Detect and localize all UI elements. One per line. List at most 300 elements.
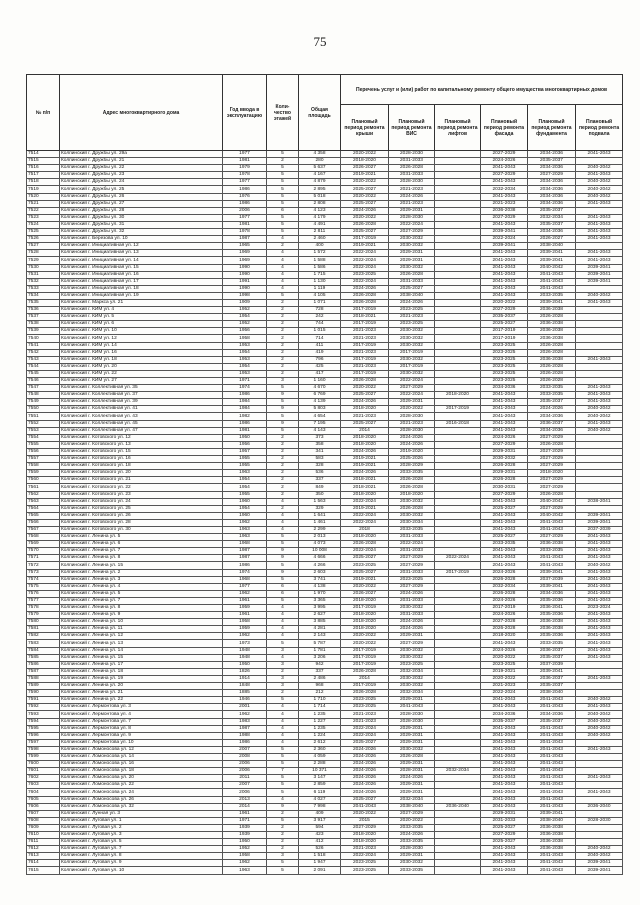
- table-row: [27, 640, 623, 647]
- year-built: 1961: [223, 612, 267, 619]
- foundation-period: 2036-2038: [528, 839, 576, 846]
- year-built: 1976: [223, 193, 267, 200]
- basement-period: 2040-2042: [576, 427, 623, 434]
- basement-period: [576, 463, 623, 470]
- basement-period: 2041-2043: [576, 597, 623, 604]
- roof-period: 2019-2021: [341, 576, 389, 583]
- elevator-period: [435, 229, 481, 236]
- roof-period: 2022-2024: [341, 725, 389, 732]
- year-built: 1946: [223, 697, 267, 704]
- engineering-period: 2028-2030: [389, 413, 435, 420]
- address: Колпинский г. Лермонтова ул. 4: [60, 711, 223, 718]
- year-built: 1826: [223, 668, 267, 675]
- row-number: 7567: [27, 526, 60, 533]
- basement-period: 2028-2030: [576, 817, 623, 824]
- facade-period: 2032-2034: [481, 583, 528, 590]
- elevator-period: [435, 207, 481, 214]
- row-number: 7516: [27, 165, 60, 172]
- year-built: 1950: [223, 839, 267, 846]
- basement-period: [576, 839, 623, 846]
- address: Колпинский г. Дружбы ул. 23: [60, 172, 223, 179]
- roof-period: 2021-2023: [341, 413, 389, 420]
- table-row: [27, 583, 623, 590]
- total-area: 728: [299, 307, 341, 314]
- engineering-period: 2029-2031: [389, 739, 435, 746]
- foundation-period: 2027-2029: [528, 463, 576, 470]
- elevator-period: [435, 683, 481, 690]
- table-row: [27, 221, 623, 228]
- engineering-period: 2024-2026: [389, 299, 435, 306]
- facade-period: 2033-2035: [481, 541, 528, 548]
- year-built: 1885: [223, 690, 267, 697]
- engineering-period: 2030-2032: [389, 860, 435, 867]
- address: Колпинский г. Луговая ул. 3: [60, 832, 223, 839]
- year-built: 1909: [223, 299, 267, 306]
- facade-period: 2027-2029: [481, 172, 528, 179]
- year-built: 1987: [223, 725, 267, 732]
- total-area: 423: [299, 832, 341, 839]
- year-built: 1979: [223, 165, 267, 172]
- floors: 7: [267, 768, 299, 775]
- facade-period: 2041-2043: [481, 221, 528, 228]
- engineering-period: 2026-2028: [389, 271, 435, 278]
- foundation-period: 2041-2043: [528, 860, 576, 867]
- roof-period: 2020-2022: [341, 214, 389, 221]
- floors: 2: [267, 477, 299, 484]
- foundation-period: 2036-2038: [528, 832, 576, 839]
- engineering-period: 2026-2028: [389, 753, 435, 760]
- year-built: 1978: [223, 172, 267, 179]
- basement-period: 2040-2042: [576, 853, 623, 860]
- basement-period: [576, 690, 623, 697]
- roof-period: 2017-2019: [341, 654, 389, 661]
- address: Колпинский г. Ленина ул. 14: [60, 647, 223, 654]
- roof-period: 2018-2020: [341, 839, 389, 846]
- total-area: 3 147: [299, 775, 341, 782]
- table-row: [27, 704, 623, 711]
- floors: 2: [267, 463, 299, 470]
- address: Колпинский г. Инициативная ул. 17: [60, 278, 223, 285]
- year-built: 1958: [223, 335, 267, 342]
- facade-period: 2032-2034: [481, 186, 528, 193]
- engineering-period: 2023-2025: [389, 321, 435, 328]
- basement-period: [576, 768, 623, 775]
- facade-period: 2039-2041: [481, 243, 528, 250]
- basement-period: [576, 739, 623, 746]
- address: Колпинский г. Ленина ул. 22: [60, 697, 223, 704]
- total-area: 419: [299, 349, 341, 356]
- address: Колпинский г. Ломоносова ул. 24: [60, 789, 223, 796]
- roof-period: 2019-2021: [341, 243, 389, 250]
- roof-period: 2026-2028: [341, 378, 389, 385]
- address: Колпинский г. КИМ ул. 4: [60, 307, 223, 314]
- engineering-period: 2024-2026: [389, 832, 435, 839]
- basement-period: 2041-2043: [576, 420, 623, 427]
- floors: 6: [267, 207, 299, 214]
- total-area: 1 235: [299, 711, 341, 718]
- engineering-period: 2028-2030: [389, 151, 435, 158]
- address: Колпинский г. Луговая ул. 8: [60, 853, 223, 860]
- table-row: [27, 867, 623, 874]
- elevator-period: [435, 697, 481, 704]
- year-built: 1986: [223, 562, 267, 569]
- elevator-period: [435, 363, 481, 370]
- elevator-period: [435, 314, 481, 321]
- engineering-period: 2031-2033: [389, 612, 435, 619]
- foundation-period: 2039-2041: [528, 569, 576, 576]
- engineering-period: 2030-2032: [389, 342, 435, 349]
- floors: 2: [267, 321, 299, 328]
- basement-period: 2041-2043: [576, 590, 623, 597]
- facade-period: 2041-2043: [481, 775, 528, 782]
- elevator-period: [435, 200, 481, 207]
- floors: 9: [267, 392, 299, 399]
- floors: 2: [267, 839, 299, 846]
- year-built: 1963: [223, 526, 267, 533]
- floors: 2: [267, 846, 299, 853]
- basement-period: [576, 307, 623, 314]
- foundation-period: 2027-2029: [528, 434, 576, 441]
- row-number: 7568: [27, 534, 60, 541]
- total-area: 2 811: [299, 229, 341, 236]
- address: Колпинский г. Инициативная ул. 13: [60, 250, 223, 257]
- year-built: 1962: [223, 711, 267, 718]
- elevator-period: [435, 633, 481, 640]
- row-number: 7599: [27, 753, 60, 760]
- engineering-period: 2024-2026: [389, 193, 435, 200]
- engineering-period: 2021-2023: [389, 420, 435, 427]
- floors: 4: [267, 725, 299, 732]
- total-area: 329: [299, 505, 341, 512]
- basement-period: 2041-2043: [576, 151, 623, 158]
- basement-period: [576, 378, 623, 385]
- floors: 5: [267, 193, 299, 200]
- elevator-period: [435, 179, 481, 186]
- total-area: 536: [299, 470, 341, 477]
- floors: 2: [267, 441, 299, 448]
- year-built: 1952: [223, 846, 267, 853]
- facade-period: 2027-2028: [481, 619, 528, 626]
- total-area: 341: [299, 448, 341, 455]
- table-row: [27, 363, 623, 370]
- total-area: 1 160: [299, 378, 341, 385]
- table-row: [27, 541, 623, 548]
- floors: 5: [267, 186, 299, 193]
- foundation-period: 2026-2028: [528, 441, 576, 448]
- engineering-period: 2032-2034: [389, 668, 435, 675]
- facade-period: 2039-2041: [481, 229, 528, 236]
- address: Колпинский г. Котовского ул. 12: [60, 434, 223, 441]
- basement-period: 2039-2041: [576, 860, 623, 867]
- total-area: 1 015: [299, 328, 341, 335]
- year-built: 2001: [223, 704, 267, 711]
- address: Колпинский г. Инициативная ул. 18: [60, 285, 223, 292]
- basement-period: 2041-2043: [576, 612, 623, 619]
- engineering-period: 2027-2029: [389, 583, 435, 590]
- address: Колпинский г. Дружбы ул. 25: [60, 186, 223, 193]
- address: Колпинский г. Ленина ул. 11: [60, 626, 223, 633]
- year-built: 1986: [223, 186, 267, 193]
- row-number: 7565: [27, 512, 60, 519]
- basement-period: [576, 335, 623, 342]
- engineering-period: 2022-2024: [389, 221, 435, 228]
- facade-period: 2041-2043: [481, 193, 528, 200]
- foundation-period: 2041-2043: [528, 796, 576, 803]
- floors: 5: [267, 782, 299, 789]
- table-row: [27, 335, 623, 342]
- basement-period: 2041-2043: [576, 299, 623, 306]
- elevator-period: [435, 299, 481, 306]
- floors: 4: [267, 264, 299, 271]
- facade-period: 2031-2033: [481, 817, 528, 824]
- basement-period: 2041-2043: [576, 541, 623, 548]
- foundation-period: 2034-2036: [528, 200, 576, 207]
- table-row: [27, 590, 623, 597]
- facade-period: 2041-2043: [481, 406, 528, 413]
- table-row: [27, 399, 623, 406]
- facade-period: 2024-2026: [481, 597, 528, 604]
- floors: 5: [267, 292, 299, 299]
- foundation-period: 2034-2036: [528, 165, 576, 172]
- table-row: [27, 697, 623, 704]
- header-area: Общая площадь: [299, 75, 341, 151]
- engineering-period: 2030-2032: [389, 683, 435, 690]
- elevator-period: [435, 846, 481, 853]
- facade-period: 2041-2043: [481, 704, 528, 711]
- elevator-period: [435, 746, 481, 753]
- total-area: 212: [299, 690, 341, 697]
- total-area: 583: [299, 456, 341, 463]
- roof-period: 2019-2021: [341, 172, 389, 179]
- table-row: [27, 732, 623, 739]
- table-row: [27, 264, 623, 271]
- basement-period: 2041-2043: [576, 221, 623, 228]
- row-number: 7587: [27, 668, 60, 675]
- facade-period: 2041-2043: [481, 420, 528, 427]
- row-number: 7555: [27, 441, 60, 448]
- floors: 4: [267, 605, 299, 612]
- row-number: 7534: [27, 292, 60, 299]
- facade-period: 2041-2043: [481, 789, 528, 796]
- total-area: 3 885: [299, 619, 341, 626]
- table-row: [27, 456, 623, 463]
- elevator-period: [435, 675, 481, 682]
- roof-period: 2026-2028: [341, 292, 389, 299]
- floors: 4: [267, 704, 299, 711]
- table-row: [27, 775, 623, 782]
- total-area: 400: [299, 243, 341, 250]
- foundation-period: 2036-2037: [528, 420, 576, 427]
- engineering-period: 2031-2033: [389, 597, 435, 604]
- facade-period: 2041-2043: [481, 250, 528, 257]
- table-row: [27, 768, 623, 775]
- row-number: 7545: [27, 370, 60, 377]
- engineering-period: 2019-2020: [389, 448, 435, 455]
- basement-period: 2039-2041: [576, 867, 623, 874]
- foundation-period: 2018-2020: [528, 470, 576, 477]
- row-number: 7608: [27, 817, 60, 824]
- floors: 4: [267, 236, 299, 243]
- address: Колпинский г. Ленина ул. 15: [60, 562, 223, 569]
- row-number: 7526: [27, 236, 60, 243]
- year-built: 1981: [223, 158, 267, 165]
- year-built: 1955: [223, 463, 267, 470]
- table-row: [27, 661, 623, 668]
- year-built: 1954: [223, 349, 267, 356]
- foundation-period: 2034-2036: [528, 711, 576, 718]
- elevator-period: [435, 512, 481, 519]
- header-basement: Плановый период ремонта подвала: [576, 105, 623, 151]
- elevator-period: [435, 292, 481, 299]
- table-row: [27, 151, 623, 158]
- facade-period: 2023-2025: [481, 370, 528, 377]
- floors: 5: [267, 541, 299, 548]
- address: Колпинский г. Маркса ул. 21: [60, 299, 223, 306]
- foundation-period: 2035-2037: [528, 207, 576, 214]
- facade-period: 2035-2037: [481, 314, 528, 321]
- floors: 5: [267, 427, 299, 434]
- row-number: 7532: [27, 278, 60, 285]
- roof-period: 2041-2043: [341, 803, 389, 810]
- roof-period: 2025-2027: [341, 796, 389, 803]
- facade-period: 2041-2043: [481, 803, 528, 810]
- basement-period: 2040-2042: [576, 732, 623, 739]
- basement-period: 2041-2043: [576, 399, 623, 406]
- floors: 4: [267, 626, 299, 633]
- total-area: 2 486: [299, 675, 341, 682]
- address: Колпинский г. Ломоносова ул. 26: [60, 796, 223, 803]
- address: Колпинский г. Котовского ул. 13: [60, 441, 223, 448]
- row-number: 7569: [27, 541, 60, 548]
- engineering-period: 2033-2035: [389, 839, 435, 846]
- table-row: [27, 172, 623, 179]
- total-area: 526: [299, 846, 341, 853]
- foundation-period: 2032-2034: [528, 214, 576, 221]
- year-built: 1954: [223, 314, 267, 321]
- elevator-period: [435, 456, 481, 463]
- table-row: [27, 647, 623, 654]
- engineering-period: 2031-2033: [389, 569, 435, 576]
- table-row: [27, 746, 623, 753]
- roof-period: 2018-2021: [341, 477, 389, 484]
- table-row: [27, 370, 623, 377]
- floors: 6: [267, 590, 299, 597]
- elevator-period: [435, 491, 481, 498]
- basement-period: [576, 484, 623, 491]
- facade-period: 2041-2043: [481, 753, 528, 760]
- facade-period: 2041-2043: [481, 796, 528, 803]
- floors: 3: [267, 683, 299, 690]
- address: Колпинский г. Луговая ул. 2: [60, 824, 223, 831]
- table-row: [27, 817, 623, 824]
- total-area: 4 358: [299, 151, 341, 158]
- engineering-period: 2030-2032: [389, 605, 435, 612]
- floors: 5: [267, 172, 299, 179]
- year-built: 1977: [223, 583, 267, 590]
- facade-period: 2026-2028: [481, 576, 528, 583]
- engineering-period: 2021-2023: [389, 186, 435, 193]
- basement-period: [576, 342, 623, 349]
- engineering-period: 2029-2031: [389, 250, 435, 257]
- row-number: 7515: [27, 158, 60, 165]
- facade-period: 2026-2028: [481, 477, 528, 484]
- total-area: 1 235: [299, 725, 341, 732]
- basement-period: [576, 349, 623, 356]
- floors: 4: [267, 278, 299, 285]
- roof-period: 2014: [341, 427, 389, 434]
- floors: 2: [267, 668, 299, 675]
- elevator-period: [435, 172, 481, 179]
- foundation-period: 2034-2036: [528, 193, 576, 200]
- address: Колпинский г. Ленина ул. 20: [60, 683, 223, 690]
- elevator-period: [435, 427, 481, 434]
- foundation-period: 2041-2043: [528, 555, 576, 562]
- roof-period: 2026-2028: [341, 299, 389, 306]
- total-area: 2 091: [299, 867, 341, 874]
- basement-period: [576, 314, 623, 321]
- row-number: 7538: [27, 321, 60, 328]
- engineering-period: 2030-2032: [389, 243, 435, 250]
- table-row: [27, 186, 623, 193]
- year-built: 2014: [223, 803, 267, 810]
- foundation-period: 2041-2043: [528, 775, 576, 782]
- address: Колпинский г. Лермонтова ул. 9: [60, 732, 223, 739]
- roof-period: 2015: [341, 817, 389, 824]
- address: Колпинский г. Ленина ул. 15: [60, 654, 223, 661]
- roof-period: 2021-2023: [341, 711, 389, 718]
- total-area: 1 518: [299, 853, 341, 860]
- facade-period: 2041-2043: [481, 548, 528, 555]
- floors: 2: [267, 328, 299, 335]
- floors: 4: [267, 519, 299, 526]
- elevator-period: [435, 704, 481, 711]
- roof-period: 2018-2020: [341, 434, 389, 441]
- engineering-period: 2026-2028: [389, 477, 435, 484]
- year-built: 1954: [223, 363, 267, 370]
- engineering-period: 2021-2023: [389, 200, 435, 207]
- elevator-period: 2032-2034: [435, 768, 481, 775]
- floors: 5: [267, 789, 299, 796]
- roof-period: 2026-2028: [341, 690, 389, 697]
- elevator-period: [435, 860, 481, 867]
- address: Колпинский г. Коллективная ул. 35: [60, 385, 223, 392]
- engineering-period: 2029-2031: [389, 207, 435, 214]
- foundation-period: 2041-2043: [528, 271, 576, 278]
- total-area: 4 105: [299, 292, 341, 299]
- elevator-period: [435, 526, 481, 533]
- address: Колпинский г. Котовского ул. 15: [60, 448, 223, 455]
- engineering-period: 2028-2030: [389, 711, 435, 718]
- basement-period: [576, 753, 623, 760]
- foundation-period: 2026-2028: [528, 370, 576, 377]
- table-row: [27, 711, 623, 718]
- elevator-period: [435, 597, 481, 604]
- facade-period: 2017-2019: [481, 605, 528, 612]
- roof-period: 2018-2021: [341, 314, 389, 321]
- basement-period: 2041-2043: [576, 647, 623, 654]
- floors: 2: [267, 158, 299, 165]
- table-row: [27, 278, 623, 285]
- facade-period: 2024-2026: [481, 647, 528, 654]
- foundation-period: 2041-2043: [528, 789, 576, 796]
- facade-period: 2027-2029: [481, 491, 528, 498]
- engineering-period: 2028-2030: [389, 214, 435, 221]
- elevator-period: [435, 236, 481, 243]
- engineering-period: 2023-2025: [389, 307, 435, 314]
- address: Колпинский г. Дружбы ул. 30: [60, 214, 223, 221]
- total-area: 337: [299, 668, 341, 675]
- floors: 5: [267, 576, 299, 583]
